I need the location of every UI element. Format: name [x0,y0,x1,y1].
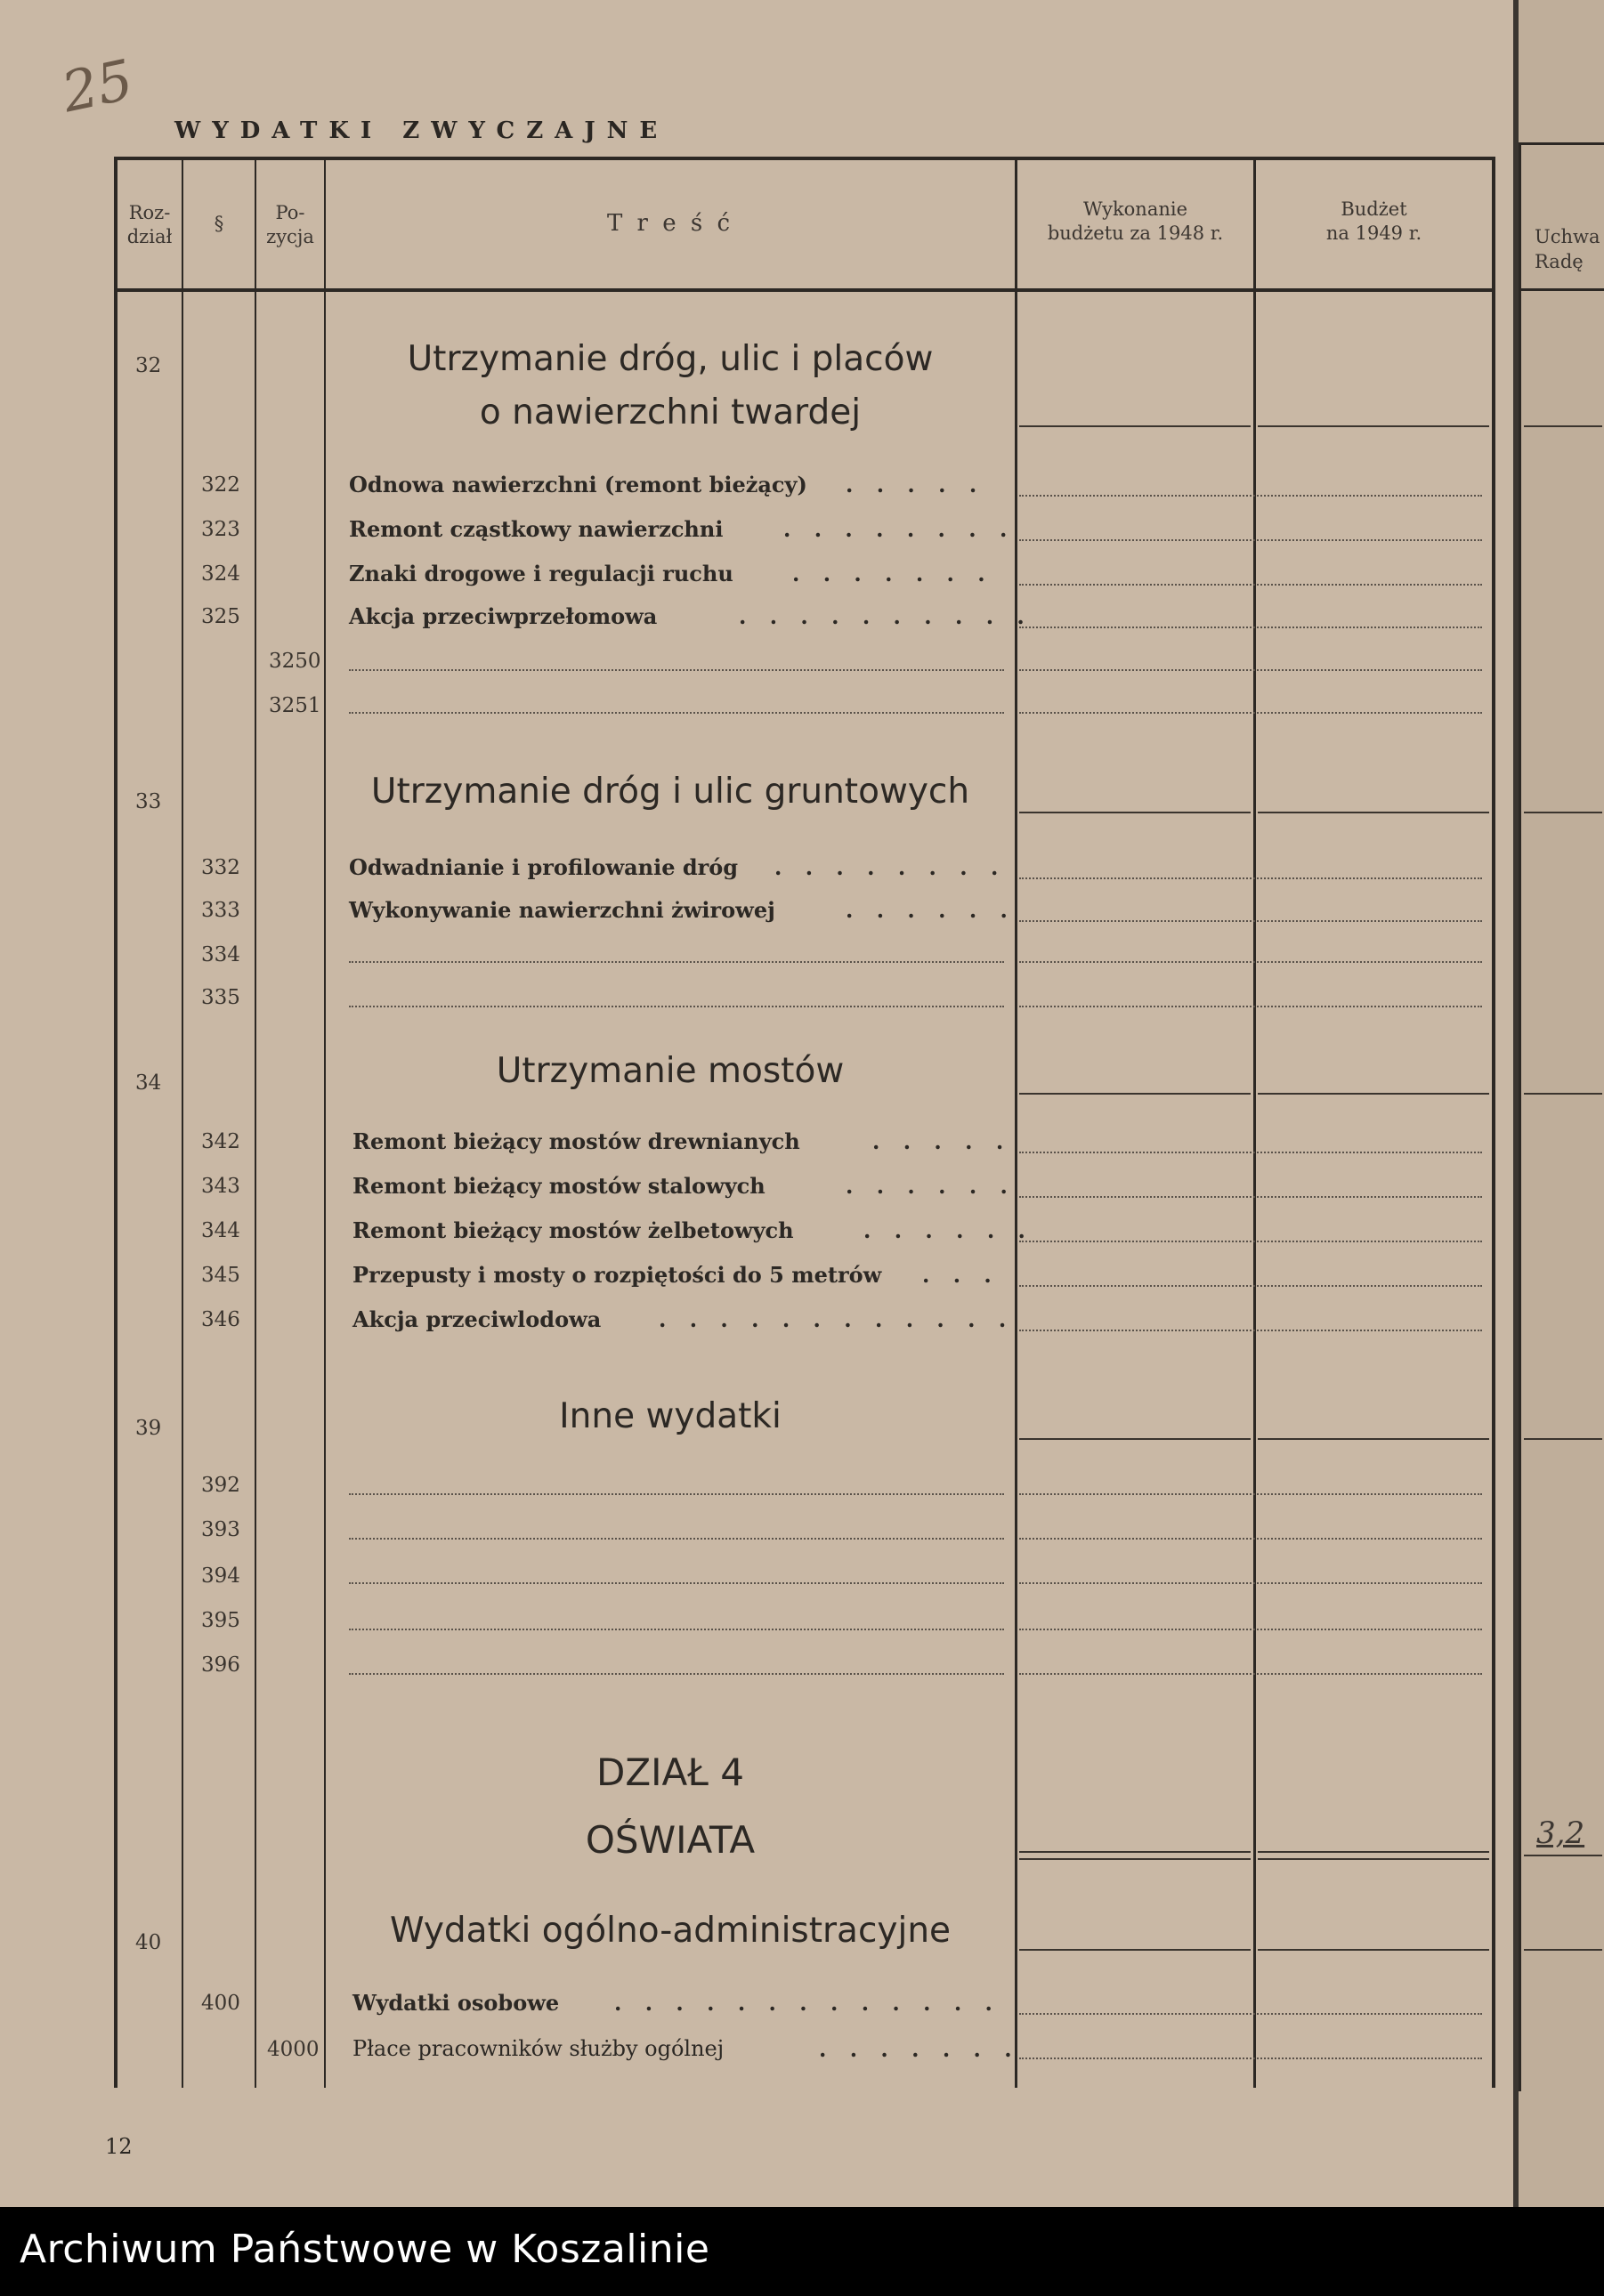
page-number: 12 [105,2134,133,2159]
amount-dotted-line [1019,712,1482,714]
rozdzial-number: 32 [135,354,162,377]
text-dotted-line [349,1006,1004,1007]
rozdzial-number: 39 [135,1417,162,1440]
column-divider [1253,157,1256,2088]
paragraf-number: 335 [201,986,240,1009]
paragraf-number: 400 [201,1992,240,2015]
amount-cell-line [1258,1438,1489,1440]
amount-dotted-line [1019,584,1482,586]
column-divider [1015,157,1017,2088]
amount-cell-line [1019,425,1251,427]
document-title: WYDATKI ZWYCZAJNE [174,117,669,144]
header-budzet: Budżet na 1949 r. [1325,198,1422,244]
text-dotted-line [349,1629,1004,1630]
row-text: Przepusty i mosty o rozpiętości do 5 metrów [352,1262,882,1288]
section-title: Utrzymanie mostów [496,1051,845,1091]
header-wykonanie: Wykonanie budżetu za 1948 r. [1047,198,1224,244]
text-dotted-line [349,1582,1004,1584]
table-header-border [1519,288,1604,291]
text-dotted-line [349,961,1004,963]
pozycja-number: 3251 [269,694,321,717]
amount-dotted-line [1019,1196,1482,1198]
row-text: Wydatki osobowe [352,1990,560,2016]
column-divider [255,157,256,2088]
amount-cell-line [1524,1855,1602,1856]
amount-cell-line [1524,1093,1602,1095]
archive-footer [0,2207,1604,2296]
rozdzial-number: 34 [135,1071,162,1095]
row-text: Remont bieżący mostów stalowych [352,1173,766,1199]
amount-dotted-line [1019,1330,1482,1331]
header-tresc: T r e ś ć [606,210,734,237]
text-dotted-line [349,712,1004,714]
amount-cell-line [1019,812,1251,813]
section-subtitle: o nawierzchni twardej [479,392,862,433]
paragraf-number: 323 [201,518,240,541]
amount-dotted-line [1019,1629,1482,1630]
paragraf-number: 343 [201,1175,240,1198]
column-divider [324,157,326,2088]
amount-cell-line [1258,812,1489,813]
amount-dotted-line [1019,1673,1482,1675]
table-top-border [114,157,1495,160]
amount-cell-line [1258,425,1489,427]
paragraf-number: 325 [201,605,240,628]
archive-label: Archiwum Państwowe w Koszalinie [20,2227,710,2272]
paragraf-number: 393 [201,1518,240,1541]
paragraf-number: 332 [201,856,240,879]
amount-cell-line [1019,1093,1251,1095]
amount-cell-line [1258,1949,1489,1951]
row-text: Akcja przeciwlodowa [352,1306,602,1332]
paragraf-number: 322 [201,473,240,497]
paragraf-number: 324 [201,562,240,586]
text-dotted-line [349,1673,1004,1675]
row-text: Wykonywanie nawierzchni żwirowej [349,897,775,923]
amount-dotted-line [1019,669,1482,671]
text-dotted-line [349,1538,1004,1540]
pozycja-number: 3250 [269,650,321,673]
amount-dotted-line [1019,627,1482,628]
row-text: Akcja przeciwprzełomowa [349,603,658,629]
amount-dotted-line [1019,1006,1482,1007]
paragraf-number: 333 [201,899,240,922]
amount-dotted-line [1019,961,1482,963]
amount-cell-line [1019,1949,1251,1951]
amount-cell-line [1524,812,1602,813]
amount-cell-line [1524,1949,1602,1951]
amount-dotted-line [1019,539,1482,541]
paragraf-number: 334 [201,943,240,966]
row-text: Płace pracowników służby ogólnej [352,2036,725,2061]
row-text: Remont bieżący mostów żelbetowych [352,1217,794,1243]
adjacent-page [1519,0,1604,2207]
division-subtitle: OŚWIATA [585,1818,756,1862]
amount-dotted-line [1019,1538,1482,1540]
amount-cell-line [1258,1858,1489,1860]
document-page: 25 WYDATKI ZWYCZAJNE Roz- dział § Po- zycja T r e ś ć Wykonanie budżetu za 1948 r. Budżet na 1949 r. 32 Utrzymanie dróg, ulic i placów o nawierzchni twardej 322 Odnowa nawierzchni (remont bieżący) . . . . . 323 Remont cząstkowy nawierzchni . . . . . . . . 324 Znaki drogowe i regulacji ruchu . . . . . . . 325 Akcja przeciwprzełomowa . . . . . . . . . . 3250 3251 33 Utrzymanie dróg i ulic gruntowych 332 Odwadnianie i profilowanie dróg . . . . . . . . 333 Wykonywanie nawierzchni żwirowej . . . . . . 334 335 34 Utrzymanie mostów 342 Remont bieżący mostów drewnianych . . . . . 343 Remont bieżący mostów stalowych . . . . . . 344 Remont bieżący mostów żelbetowych . . . . . . 345 Przepusty i mosty o rozpiętości do 5 metrów . . . 346 Akcja przeciwlodowa . . . . . . . . . . . . 39 Inne wydatki 392 393 394 395 396 DZIAŁ 4 OŚWIATA 40 Wydatki ogólno-administracyjne 400 Wydatki osobowe . . . . . . . . . . . . . 4000 Płace pracowników służby ogólnej . . . . . . . 12 [0,0,1519,2207]
handwritten-page-number: 25 [56,46,139,125]
amount-dotted-line [1019,877,1482,879]
row-text: Odnowa nawierzchni (remont bieżący) [349,472,807,497]
paragraf-number: 344 [201,1219,240,1242]
amount-dotted-line [1019,2058,1482,2059]
rozdzial-number: 40 [135,1931,162,1954]
pozycja-number: 4000 [267,2038,320,2061]
paragraf-number: 342 [201,1130,240,1153]
row-text: Znaki drogowe i regulacji ruchu [349,561,733,586]
header-rozdzial: Roz- dział [126,202,173,247]
paragraf-number: 345 [201,1264,240,1287]
amount-cell-line [1258,1851,1489,1853]
amount-dotted-line [1019,1493,1482,1495]
amount-dotted-line [1019,1152,1482,1153]
section-title: Wydatki ogólno-administracyjne [389,1911,952,1951]
table-left-border [114,157,117,2088]
amount-dotted-line [1019,2013,1482,2015]
amount-cell-line [1019,1858,1251,1860]
paragraf-number: 395 [201,1609,240,1632]
amount-cell-line [1019,1851,1251,1853]
table-right-border [1492,157,1495,2088]
amount-cell-line [1258,1093,1489,1095]
text-dotted-line [349,1493,1004,1495]
amount-dotted-line [1019,1241,1482,1242]
amount-dotted-line [1019,1582,1482,1584]
amount-dotted-line [1019,495,1482,497]
paragraf-number: 396 [201,1653,240,1677]
section-title: Utrzymanie dróg i ulic gruntowych [370,772,970,812]
text-dotted-line [349,669,1004,671]
paragraf-number: 394 [201,1564,240,1588]
adjacent-header-fragment: Uchwa Radę [1535,226,1600,272]
amount-cell-line [1524,1438,1602,1440]
section-title: Inne wydatki [559,1396,782,1436]
amount-cell-line [1019,1438,1251,1440]
paragraf-number: 392 [201,1474,240,1497]
section-title: Utrzymanie dróg, ulic i placów [407,339,934,379]
table-header-border [114,288,1495,292]
amount-dotted-line [1019,920,1482,922]
table-left-border [1519,142,1521,2091]
header-paragraf: § [214,213,224,234]
row-text: Remont cząstkowy nawierzchni [349,516,724,542]
paragraf-number: 346 [201,1308,240,1331]
table-top-border [1519,142,1604,145]
header-pozycja: Po- zycja [266,202,314,247]
adjacent-handwritten-fragment: 3,2 [1536,1815,1585,1851]
row-text: Remont bieżący mostów drewnianych [352,1128,800,1154]
amount-cell-line [1524,425,1602,427]
row-text: Odwadnianie i profilowanie dróg [349,854,739,880]
division-title: DZIAŁ 4 [596,1750,744,1794]
amount-dotted-line [1019,1285,1482,1287]
rozdzial-number: 33 [135,790,162,813]
column-divider [182,157,183,2088]
